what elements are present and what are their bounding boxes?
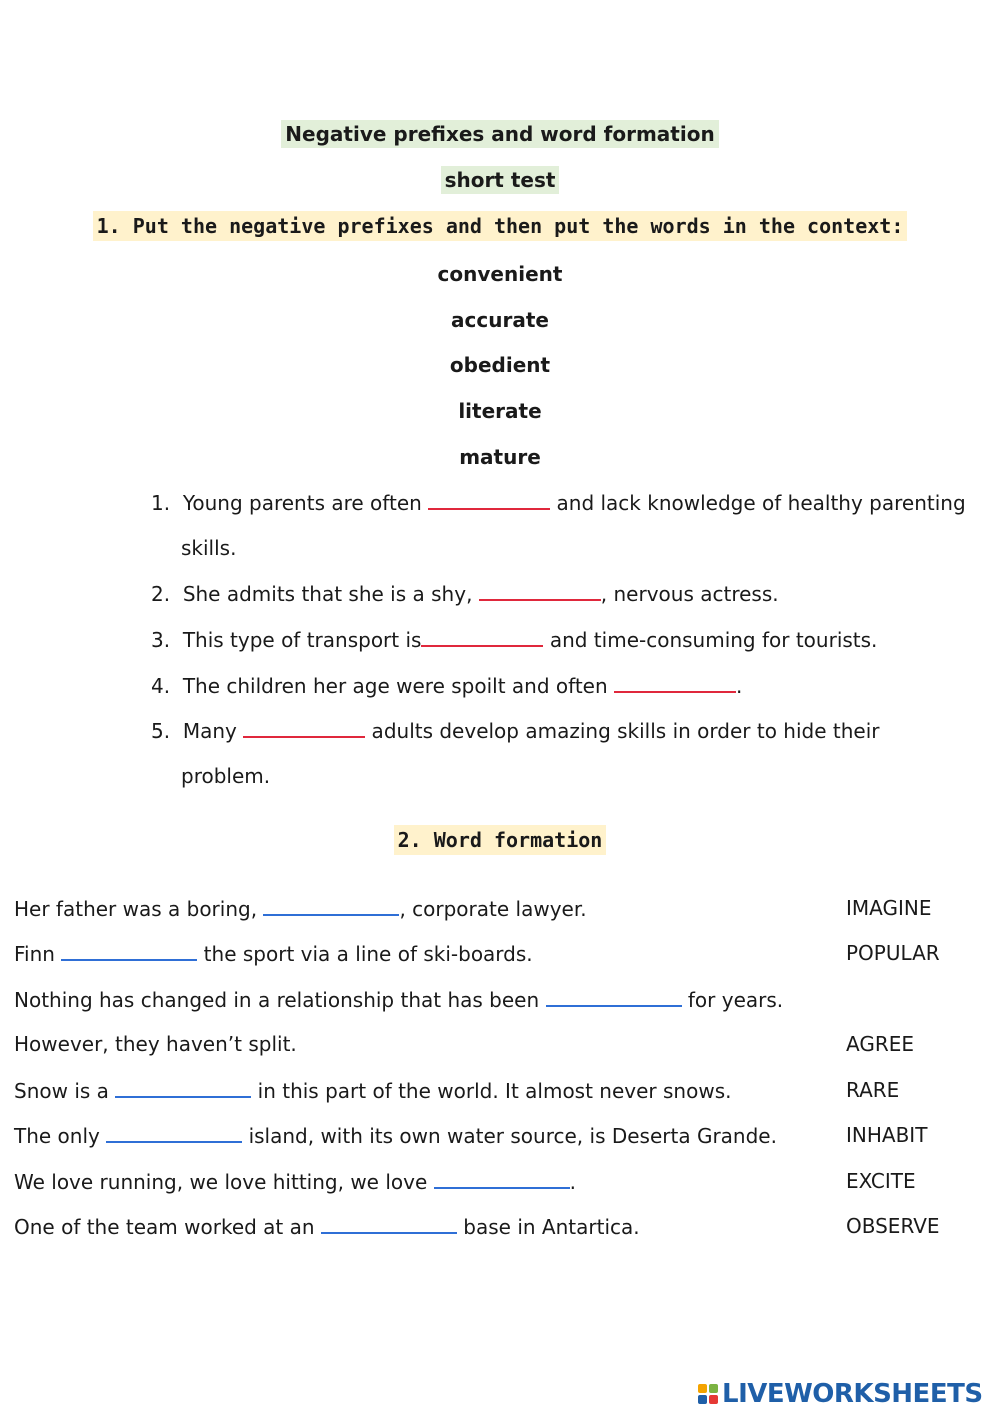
section2-heading: 2. Word formation xyxy=(394,825,607,855)
sentence-text-after: for years. xyxy=(681,988,784,1012)
word-formation-sentence xyxy=(14,1078,731,1103)
word-obedient: obedient xyxy=(449,353,551,377)
sentence-text-after: . xyxy=(569,1170,576,1194)
answer-blank[interactable] xyxy=(61,941,197,961)
word-literate: literate xyxy=(458,399,542,423)
liveworksheets-logo xyxy=(698,1376,983,1412)
exercise1-item xyxy=(151,673,742,698)
page-title: Negative prefixes and word formation xyxy=(281,120,718,148)
brand-name: LIVEWORKSHEETS xyxy=(722,1379,983,1409)
word-formation-sentence xyxy=(14,1123,777,1148)
answer-blank[interactable] xyxy=(428,490,550,510)
page-subtitle: short test xyxy=(441,166,560,194)
item-text-before: Many xyxy=(182,719,244,743)
section1-heading: 1. Put the negative prefixes and then put the words in the context: xyxy=(93,211,908,241)
word-accurate: accurate xyxy=(451,308,549,332)
item-text-after: and time-consuming for tourists. xyxy=(543,628,878,652)
word-mature: mature xyxy=(459,445,541,469)
item-number: 1. xyxy=(151,491,171,515)
title-row xyxy=(0,122,1000,146)
keyword: EXCITE xyxy=(846,1169,916,1193)
sentence-text-after: island, with its own water source, is Deserta Grande. xyxy=(242,1124,777,1148)
sentence-text-before: Her father was a boring, xyxy=(14,897,264,921)
keyword: RARE xyxy=(846,1078,900,1102)
word-formation-sentence xyxy=(14,1169,576,1194)
sentence-text-before: The only xyxy=(14,1124,107,1148)
item-text-before: This type of transport is xyxy=(182,628,422,652)
subtitle-row xyxy=(0,168,1000,192)
item-number: 5. xyxy=(151,719,171,743)
word-formation-sentence xyxy=(14,896,587,921)
sentence-text-before: Nothing has changed in a relationship that has been xyxy=(14,988,546,1012)
item-text-before: Young parents are often xyxy=(182,491,429,515)
keyword: OBSERVE xyxy=(846,1214,940,1238)
keyword: INHABIT xyxy=(846,1123,928,1147)
exercise1-item xyxy=(151,490,966,515)
section2-heading-row xyxy=(0,828,1000,852)
logo-mark-icon xyxy=(698,1384,718,1404)
word-formation-sentence xyxy=(14,987,783,1012)
sentence-text-after: the sport via a line of ski-boards. xyxy=(197,942,533,966)
sentence-text-after: , corporate lawyer. xyxy=(399,897,587,921)
item-text-before: The children her age were spoilt and often xyxy=(182,674,615,698)
sentence-text-after: base in Antartica. xyxy=(456,1215,640,1239)
keyword: POPULAR xyxy=(846,941,940,965)
item-text-after: . xyxy=(736,674,743,698)
item-number: 3. xyxy=(151,628,171,652)
sentence-text-before: Finn xyxy=(14,942,62,966)
word-formation-sentence xyxy=(14,1214,640,1239)
word-convenient: convenient xyxy=(437,262,563,286)
answer-blank[interactable] xyxy=(421,627,543,647)
answer-blank[interactable] xyxy=(434,1169,570,1189)
sentence-text-after: in this part of the world. It almost never snows. xyxy=(251,1079,732,1103)
item-text-after: , nervous actress. xyxy=(600,582,779,606)
section1-heading-row xyxy=(0,214,1000,238)
item-text-after: adults develop amazing skills in order to hide their xyxy=(365,719,880,743)
item-number: 4. xyxy=(151,674,171,698)
answer-blank[interactable] xyxy=(106,1123,242,1143)
answer-blank[interactable] xyxy=(479,581,601,601)
exercise1-item xyxy=(151,718,879,743)
exercise1-item xyxy=(151,581,779,606)
answer-blank[interactable] xyxy=(115,1078,251,1098)
answer-blank[interactable] xyxy=(546,987,682,1007)
item-continuation: problem. xyxy=(181,764,271,788)
exercise1-item xyxy=(151,627,877,652)
answer-blank[interactable] xyxy=(263,896,399,916)
keyword: IMAGINE xyxy=(846,896,932,920)
answer-blank[interactable] xyxy=(614,673,736,693)
word-formation-sentence xyxy=(14,1032,297,1056)
sentence-text-before: One of the team worked at an xyxy=(14,1215,321,1239)
sentence-text-before: Snow is a xyxy=(14,1079,116,1103)
sentence-text-before: We love running, we love hitting, we love xyxy=(14,1170,434,1194)
answer-blank[interactable] xyxy=(321,1214,457,1234)
item-number: 2. xyxy=(151,582,171,606)
item-continuation: skills. xyxy=(181,536,237,560)
item-text-before: She admits that she is a shy, xyxy=(182,582,479,606)
answer-blank[interactable] xyxy=(243,718,365,738)
word-formation-sentence xyxy=(14,941,533,966)
sentence-text-before: However, they haven’t split. xyxy=(14,1032,297,1056)
item-text-after: and lack knowledge of healthy parenting xyxy=(550,491,966,515)
keyword: AGREE xyxy=(846,1032,914,1056)
